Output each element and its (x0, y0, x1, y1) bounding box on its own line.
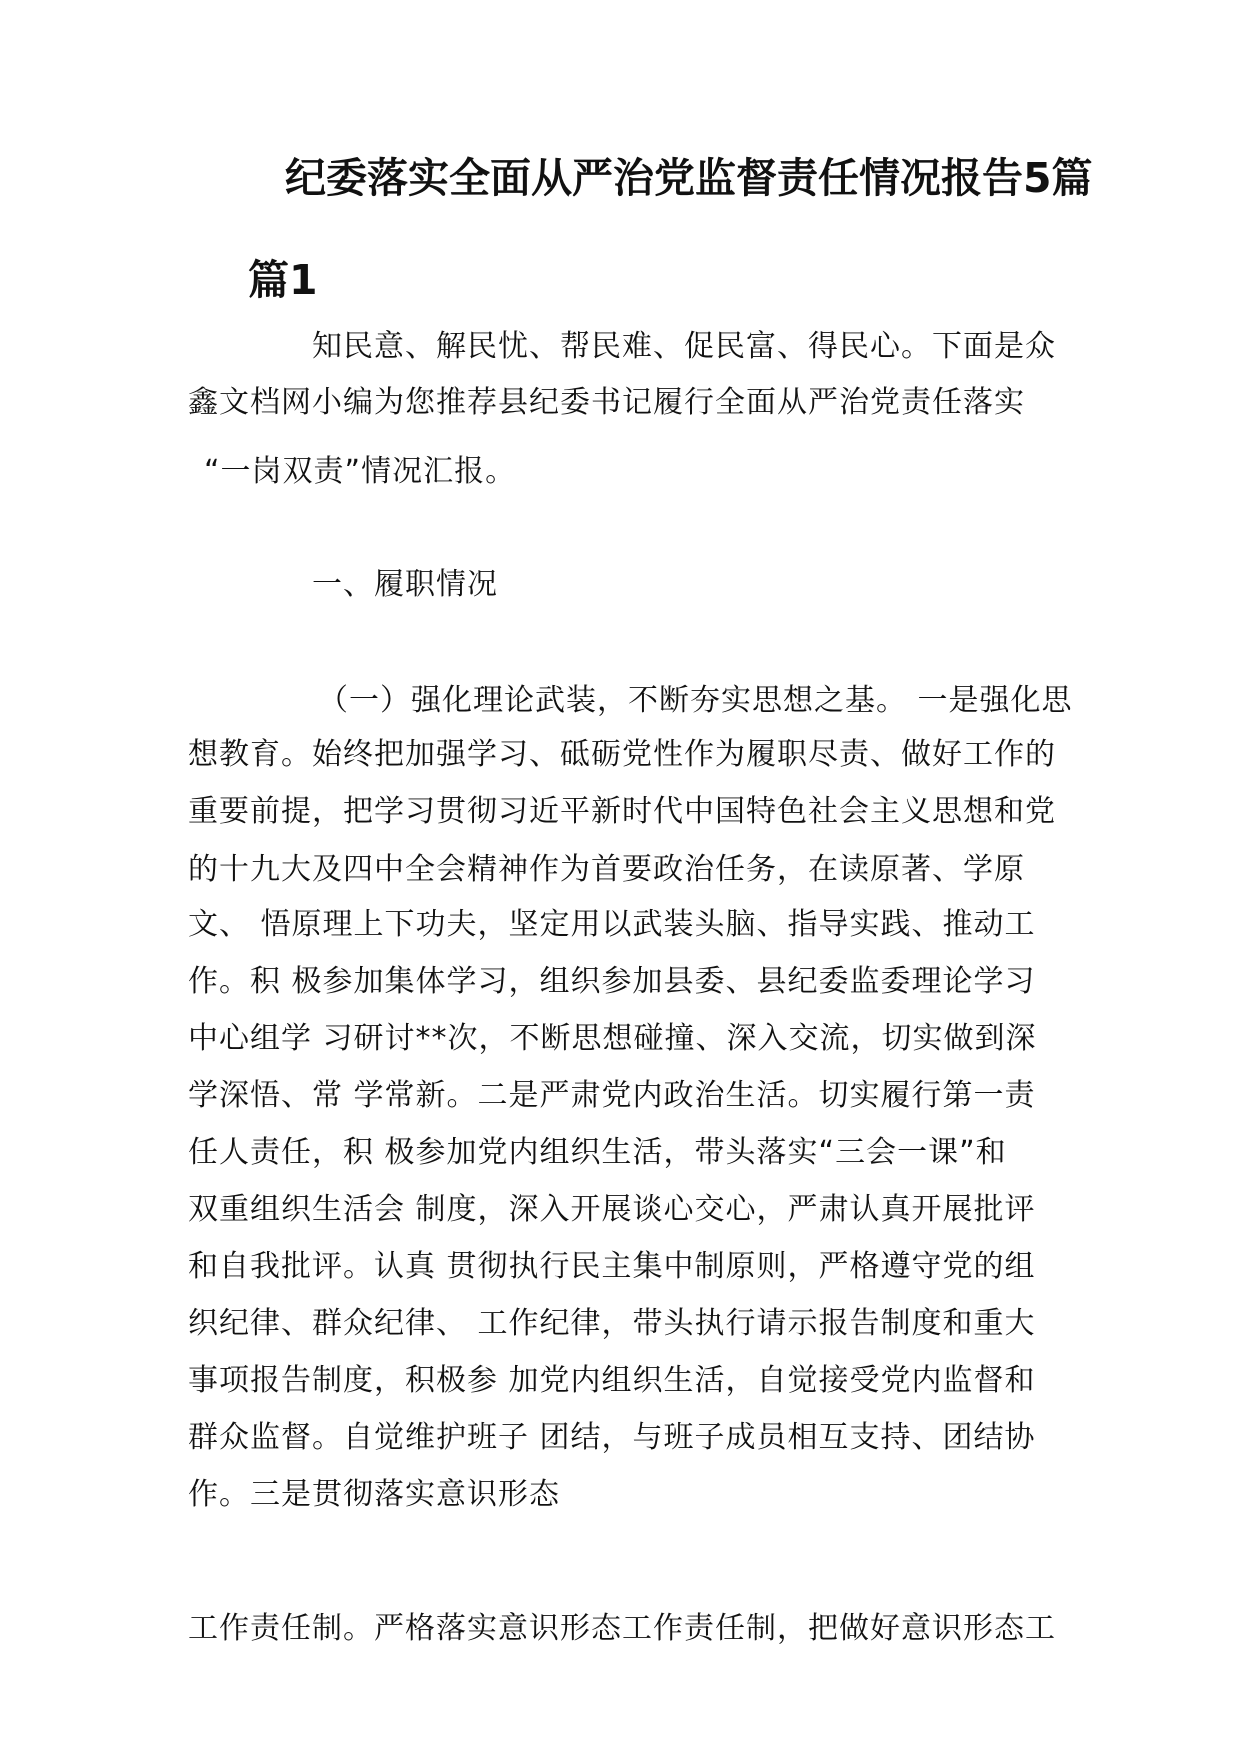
paragraph-line: 作。三是贯彻落实意识形态 (188, 1477, 560, 1512)
paragraph-line: 事项报告制度，积极参 加党内组织生活，自觉接受党内监督和 (188, 1363, 1036, 1398)
paragraph-line: 的十九大及四中全会精神作为首要政治任务，在读原著、学原 (188, 852, 1025, 887)
paragraph-line: 学深悟、常 学常新。二是严肃党内政治生活。切实履行第一责 (188, 1078, 1036, 1113)
paragraph-line: 鑫文档网小编为您推荐县纪委书记履行全面从严治党责任落实 (188, 385, 1025, 420)
paragraph-line: 知民意、解民忧、帮民难、促民富、得民心。下面是众 (312, 329, 1056, 364)
paragraph-line: 工作责任制。严格落实意识形态工作责任制，把做好意识形态工 (188, 1611, 1056, 1646)
paragraph-line: 双重组织生活会 制度，深入开展谈心交心，严肃认真开展批评 (188, 1192, 1036, 1227)
document-title: 纪委落实全面从严治党监督责任情况报告5篇 (285, 154, 1093, 202)
paragraph-line: 群众监督。自觉维护班子 团结，与班子成员相互支持、团结协 (188, 1420, 1036, 1455)
paragraph-line: “一岗双责”情况汇报。 (204, 454, 517, 489)
paragraph-line: 织纪律、群众纪律、 工作纪律，带头执行请示报告制度和重大 (188, 1306, 1036, 1341)
paragraph-line: 作。积 极参加集体学习，组织参加县委、县纪委监委理论学习 (188, 964, 1036, 999)
paragraph-line: 想教育。始终把加强学习、砥砺党性作为履职尽责、做好工作的 (188, 737, 1056, 772)
paragraph-line: 任人责任，积 极参加党内组织生活，带头落实“三会一课”和 (188, 1135, 1007, 1170)
subsection-heading: 一、履职情况 (312, 567, 498, 602)
paragraph-line: （一）强化理论武装，不断夯实思想之基。 一是强化思 (318, 683, 1073, 718)
paragraph-line: 文、 悟原理上下功夫，坚定用以武装头脑、指导实践、推动工 (188, 907, 1036, 942)
paragraph-line: 中心组学 习研讨**次，不断思想碰撞、深入交流，切实做到深 (188, 1021, 1037, 1056)
section-heading: 篇1 (248, 256, 318, 304)
paragraph-line: 重要前提，把学习贯彻习近平新时代中国特色社会主义思想和党 (188, 794, 1056, 829)
paragraph-line: 和自我批评。认真 贯彻执行民主集中制原则，严格遵守党的组 (188, 1249, 1036, 1284)
